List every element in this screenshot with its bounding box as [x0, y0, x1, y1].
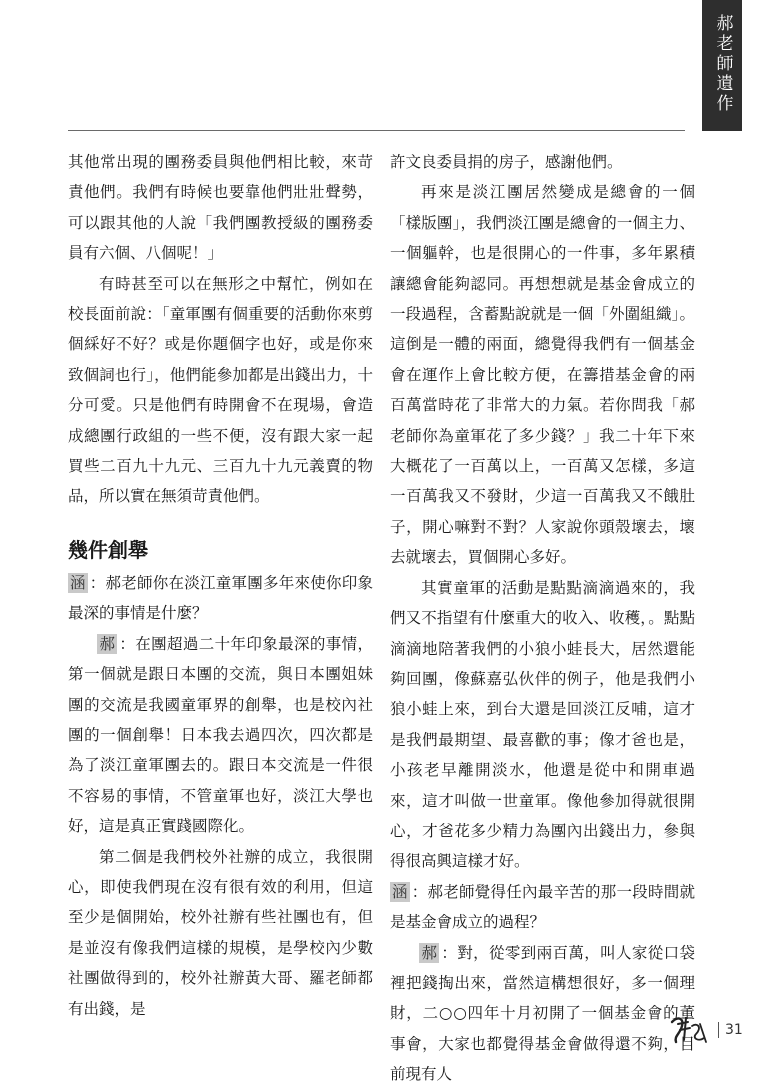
question: [68, 568, 373, 629]
section-heading: 幾件創舉: [68, 537, 148, 562]
left-column: [68, 147, 373, 1024]
paragraph: 有時甚至可以在無形之中幫忙，例如在校長面前說：「童軍團有個重要的活動你來剪個綵好不好？或是你題個字也好，或是你來致個詞也行」，他們能參加都是出錢出力，十分可愛。只是他們有時開會不在現場，會造成總團行政組的一些不便，沒有跟大家一起買些二百九十九元、三百九十九元義賣的物品，所以實在無須苛責他們。: [68, 274, 373, 506]
paragraph: 第二個是我們校外社辦的成立，我很開心，即使我們現在沒有很有效的利用，但這至少是個開始，校外社辦有些社團也有，但是並沒有像我們這樣的規模，是學校內少數社團做得到的，校外社辦黃大哥、羅老師都有出錢，是: [68, 847, 373, 1018]
paragraph: 其他常出現的團務委員與他們相比較，來苛責他們。我們有時候也要靠他們壯壯聲勢，可以跟其他的人說「我們團教授級的團務委員有六個、八個呢！」: [68, 153, 373, 263]
question: [390, 877, 695, 938]
speaker-tag: 郝: [421, 943, 437, 962]
paragraph: 其實童軍的活動是點點滴滴過來的，我們又不指望有什麼重大的收入、收穫，。點點滴滴地陪著我們的小狼小蛙長大，居然還能夠回團，像蘇嘉弘伙伴的例子，他是我們小狼小蛙上來，到台大還是回淡江反哺，這才是我們最期望、最喜歡的事；像才爸也是，小孩老早離開淡水，他還是從中和開車過來，這才叫做一世童軍。像他參加得就很開心，才爸花多少精力為團內出錢出力，參與得很高興這樣才好。: [390, 578, 695, 871]
speaker-tag: 涵: [392, 882, 408, 901]
paragraph: 許文良委員捐的房子，感謝他們。: [390, 153, 623, 171]
answer-text: ：對，從零到兩百萬，叫人家從口袋裡把錢掏出來，當然這構想很好，多一個理財，二○○四年十月初開了一個基金會的董事會，大家也都覺得基金會做得還不夠，目前現有人: [390, 943, 695, 1084]
signature-logo-icon: [668, 1012, 712, 1048]
section-tab-label: 郝老師遺作: [712, 14, 733, 114]
answer: [390, 938, 695, 1090]
question-text: ：郝老師覺得任內最辛苦的那一段時間就是基金會成立的過程？: [390, 882, 695, 932]
answer: [68, 629, 373, 842]
header-rule: [68, 130, 685, 131]
page-number: 31: [725, 1022, 743, 1038]
section-tab: [702, 0, 742, 131]
speaker-tag: 涵: [70, 573, 86, 592]
footer-divider: [718, 1022, 719, 1038]
right-column: [390, 147, 695, 1090]
page-footer: [668, 1010, 748, 1050]
speaker-tag: 郝: [99, 634, 115, 653]
question-text: ：郝老師你在淡江童軍團多年來使你印象最深的事情是什麼？: [68, 573, 373, 623]
paragraph: 再來是淡江團居然變成是總會的一個「樣版團」，我們淡江團是總會的一個主力、一個軀幹，也是很開心的一件事，多年累積讓總會能夠認同。再想想就是基金會成立的一段過程，含蓄點說就是一個「外圍組織」。這倒是一體的兩面，總覺得我們有一個基金會在運作上會比較方便，在籌措基金會的兩百萬當時花了非常大的力氣。若你問我「郝老師你為童軍花了多少錢？」我二十年下來大概花了一百萬以上，一百萬又怎樣，多這一百萬我又不發財，少這一百萬我又不餓肚子，開心嘛對不對？人家說你頭殼壞去，壞去就壞去，買個開心多好。: [390, 183, 695, 567]
answer-text: ：在團超過二十年印象最深的事情，第一個就是跟日本團的交流，與日本團姐妹團的交流是我國童軍界的創舉，也是校內社團的一個創舉！日本我去過四次，四次都是為了淡江童軍團去的。跟日本交流是一件很不容易的事情，不管童軍也好，淡江大學也好，這是真正實踐國際化。: [68, 634, 373, 836]
